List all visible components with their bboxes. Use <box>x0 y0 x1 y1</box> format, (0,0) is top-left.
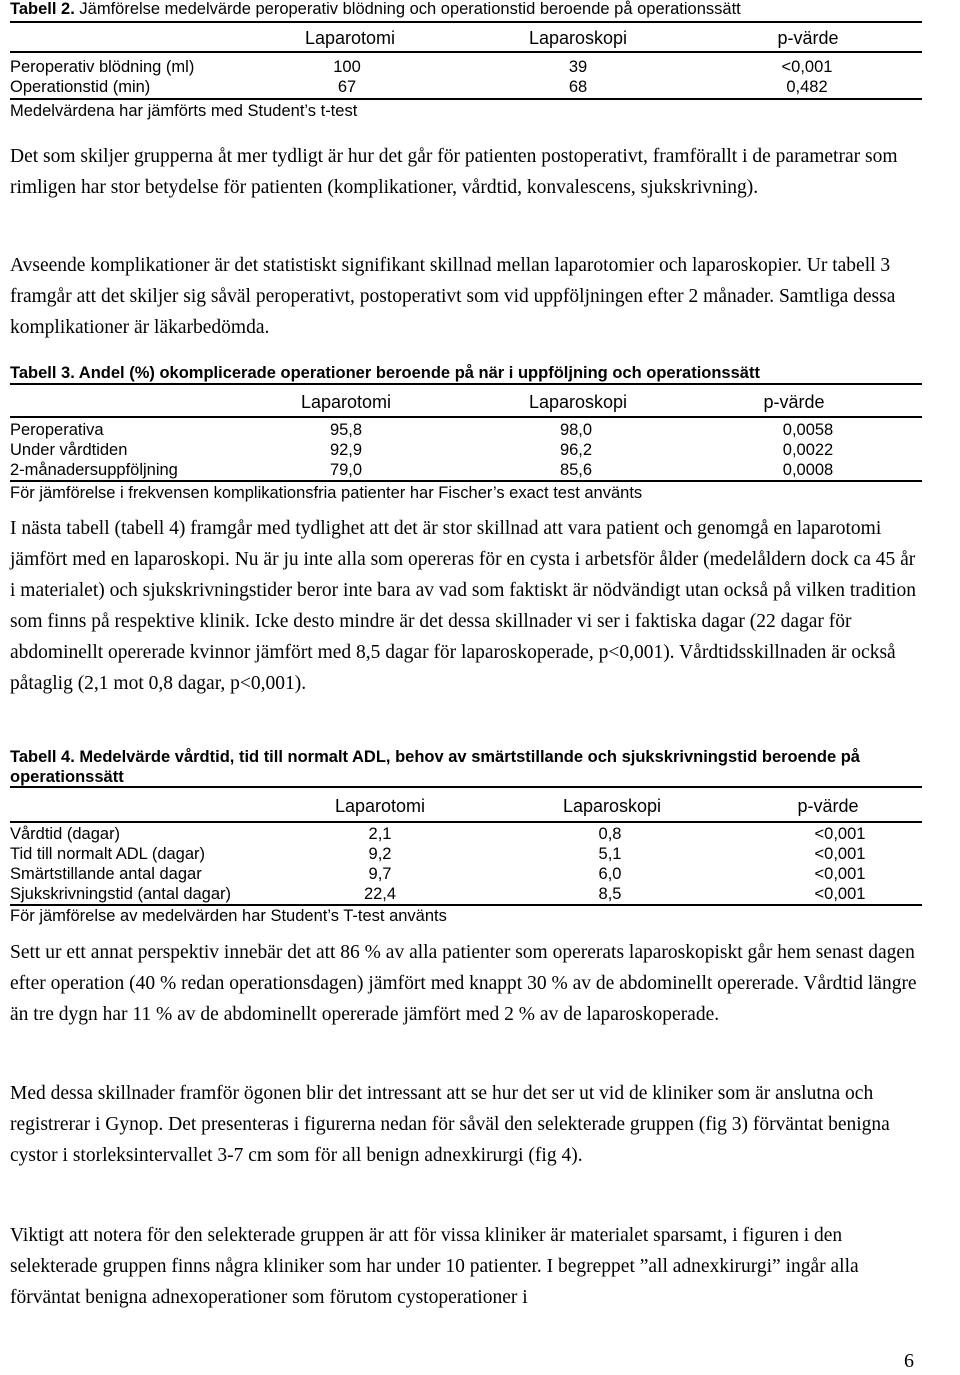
table3-cell: 0,0058 <box>782 421 834 439</box>
table3-top-rule <box>10 383 922 385</box>
table3-cell: 92,9 <box>329 441 363 459</box>
table3-cell: 0,0008 <box>782 461 834 479</box>
table4-cell: <0,001 <box>814 885 866 903</box>
table2-top-rule <box>10 21 922 23</box>
table4-cell: <0,001 <box>814 865 866 883</box>
table4-caption <box>10 747 930 787</box>
table3-caption-text: Andel (%) okomplicerade operationer beroende på när i uppföljning och operationssätt <box>74 364 760 382</box>
table4-cell: 9,2 <box>368 845 392 863</box>
table3-header-laparoskopi: Laparoskopi <box>528 392 628 412</box>
table3-cell: 0,0022 <box>782 441 834 459</box>
table2-header-laparotomi: Laparotomi <box>304 28 396 48</box>
table4-row-label: Sjukskrivningstid (antal dagar) <box>10 885 232 903</box>
table4-header-p-varde: p-värde <box>797 796 859 816</box>
table2-caption <box>10 0 741 19</box>
body-paragraph-6: Viktigt att notera för den selekterade gruppen är att för vissa kliniker är materialet sparsamt, i figuren i den selekterade gruppen finns några kliniker som har under 10 patienter. I begreppet ”all adnexkirurgi” ingår alla förväntat benigna adnexoperationer som förutom cystoperationer i <box>10 1225 859 1308</box>
table3-row-label: 2-månadersuppföljning <box>10 461 178 479</box>
table2-cell: 0,482 <box>786 78 828 96</box>
body-paragraph-4: Sett ur ett annat perspektiv innebär det att 86 % av alla patienter som opererats laparoskopiskt går hem senast dagen efter operation (40 % redan operationsdagen) jämfört med knappt 30 % av de abdominellt opererade. Vårdtid längre än tre dygn har 11 % av de abdominellt opererade jämfört med 2 % av de laparoskoperade. <box>10 942 917 1025</box>
table2-caption-text: Jämförelse medelvärde peroperativ blödning och operationstid beroende på operationssätt <box>74 0 741 18</box>
table4-header-laparoskopi: Laparoskopi <box>562 796 662 816</box>
table3-header-p-varde: p-värde <box>763 392 825 412</box>
page-number: 6 <box>904 1350 914 1372</box>
table2-caption-label: Tabell 2. <box>10 0 75 18</box>
table4-cell: 22,4 <box>363 885 397 903</box>
table3-cell: 79,0 <box>329 461 363 479</box>
table4-cell: 0,8 <box>598 825 622 843</box>
table4-row-label: Vårdtid (dagar) <box>10 825 121 843</box>
table4-header-rule <box>10 821 922 823</box>
table2-cell: 39 <box>568 58 588 76</box>
table2-cell: 100 <box>333 58 361 76</box>
table3-row-label: Under vårdtiden <box>10 441 128 459</box>
table2-row-label: Peroperativ blödning (ml) <box>10 58 195 76</box>
table3-note: För jämförelse i frekvensen komplikationsfria patienter har Fischer’s exact test använts <box>10 484 643 502</box>
table3-cell: 85,6 <box>559 461 593 479</box>
table3-header-rule <box>10 416 922 418</box>
table2-header-rule <box>10 51 922 53</box>
table4-note: För jämförelse av medelvärden har Student’s T-test använts <box>10 907 447 925</box>
table2-cell: 67 <box>337 78 357 96</box>
table3-caption-label: Tabell 3. <box>10 364 75 382</box>
body-paragraph-5: Med dessa skillnader framför ögonen blir det intressant att se hur det ser ut vid de kliniker som är anslutna och registrerar i Gynop. Det presenteras i figurerna nedan för såväl den selekterade gruppen (fig 3) förväntat benigna cystor i storleksintervallet 3-7 cm som för all benign adnexkirurgi (fig 4). <box>10 1083 890 1166</box>
table2-note: Medelvärdena har jämförts med Student’s t-test <box>10 102 358 120</box>
table2-cell: <0,001 <box>781 58 833 76</box>
table2-row-label: Operationstid (min) <box>10 78 151 96</box>
table4-cell: 5,1 <box>598 845 622 863</box>
table3-bottom-rule <box>10 480 922 482</box>
table4-row-label: Tid till normalt ADL (dagar) <box>10 845 206 863</box>
table4-cell: <0,001 <box>814 845 866 863</box>
table4-header-laparotomi: Laparotomi <box>334 796 426 816</box>
table4-row-label: Smärtstillande antal dagar <box>10 865 202 883</box>
table4-cell: <0,001 <box>814 825 866 843</box>
table3-header-laparotomi: Laparotomi <box>300 392 392 412</box>
body-paragraph-2: Avseende komplikationer är det statistiskt signifikant skillnad mellan laparotomier och laparoskopier. Ur tabell 3 framgår att det skiljer sig såväl peroperativt, postoperativt som vid uppföljningen efter 2 månader. Samtliga dessa komplikationer är läkarbedömda. <box>10 255 896 338</box>
table4-cell: 8,5 <box>598 885 622 903</box>
table4-cell: 6,0 <box>598 865 622 883</box>
table2-bottom-rule <box>10 98 922 100</box>
table3-cell: 96,2 <box>559 441 593 459</box>
table2-cell: 68 <box>568 78 588 96</box>
body-paragraph-1: Det som skiljer grupperna åt mer tydligt är hur det går för patienten postoperativt, framförallt i de parametrar som rimligen har stor betydelse för patienten (komplikationer, vårdtid, konvalescens, sjukskrivning). <box>10 146 898 198</box>
table4-cell: 9,7 <box>368 865 392 883</box>
table2-header-p-varde: p-värde <box>777 28 839 48</box>
table3-row-label: Peroperativa <box>10 421 104 439</box>
table2-header-laparoskopi: Laparoskopi <box>528 28 628 48</box>
body-paragraph-3: I nästa tabell (tabell 4) framgår med tydlighet att det är stor skillnad att vara patient och genomgå en laparotomi jämfört med en laparoskopi. Nu är ju inte alla som opereras för en cysta i arbetsför ålder (medelåldern dock ca 45 år i materialet) och sjukskrivningstider beror inte bara av vad som faktiskt är nödvändigt utan också på vilken tradition som finns på respektive klinik. Icke desto mindre är det dessa skillnader vi ser i faktiska dagar (22 dagar för abdominellt opererade kvinnor jämfört med 8,5 dagar för laparoskoperade, p<0,001). Vårdtidsskillnaden är också påtaglig (2,1 mot 0,8 dagar, p<0,001). <box>10 518 916 694</box>
table4-caption-text: Medelvärde vårdtid, tid till normalt ADL, behov av smärtstillande och sjukskrivningstid beroende på operationssätt <box>10 748 860 786</box>
table4-top-rule <box>10 786 922 788</box>
table3-cell: 98,0 <box>559 421 593 439</box>
table4-cell: 2,1 <box>368 825 392 843</box>
table3-cell: 95,8 <box>329 421 363 439</box>
table3-caption <box>10 363 760 383</box>
table4-caption-label: Tabell 4. <box>10 748 75 766</box>
